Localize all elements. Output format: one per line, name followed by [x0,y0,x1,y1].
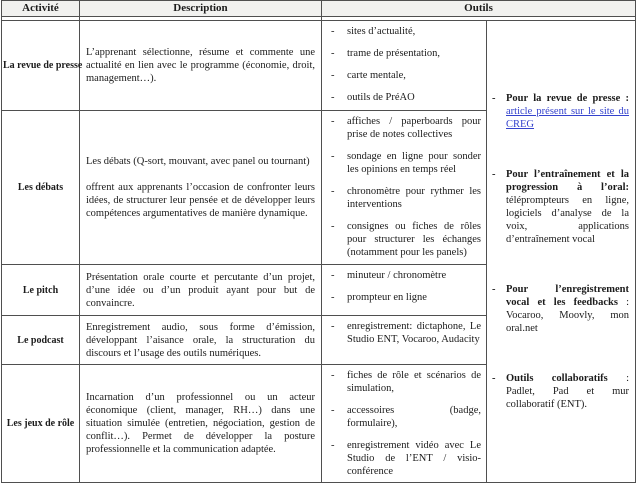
tool-item: - fiches de rôle et scénarios de simulation, [322,369,481,395]
tool-item: - minuteur / chronomètre [322,269,481,282]
note-label: Pour la revue de presse : [506,93,630,104]
activity-jeux-de-role: Les jeux de rôle [2,365,80,483]
description-text: Enregistrement audio, sous forme d’émission, développant l’aisance orale, la structuration du discours et l’usage des outils numériques. [86,321,315,359]
header-activity: Activité [2,1,80,17]
tools-cell [322,265,487,316]
description-text: L’apprenant sélectionne, résume et commente une actualité en lien avec le programme (économie, droit, management…). [86,47,315,84]
note-text: : Vocaroo, Moovly, mon oral.net [506,297,630,334]
tool-item: - chronomètre pour rythmer les interventions [322,185,481,211]
description-text: offrent aux apprenants l’occasion de confronter leurs idées, de structurer leur pensée et de développer leurs compétences argumentatives de manière dynamique. [86,182,315,219]
description-cell [80,316,322,365]
tool-item: - accessoires (badge, formulaire), [322,404,481,430]
note-item [487,283,629,335]
note-item [487,372,629,411]
tool-item: - carte mentale, [322,69,481,82]
tool-item: - sites d’actualité, [322,25,481,38]
note-label: Pour l’enregistrement vocal et les feedbacks [506,284,630,308]
tool-item: - sondage en ligne pour sonder les opinions en temps réel [322,150,481,176]
notes-list [487,92,629,411]
description-cell [80,21,322,111]
description-text: Les débats (Q-sort, mouvant, avec panel ou tournant) [86,156,310,167]
tools-notes-cell [487,21,636,483]
tool-item: - outils de PréAO [322,91,481,104]
note-label: Pour l’entraînement et la progression à l’oral: [506,169,630,193]
table-row [2,21,636,111]
tools-cell [322,21,487,111]
note-item [487,168,629,246]
tools-cell [322,316,487,365]
activity-podcast: Le podcast [2,316,80,365]
tool-item: - prompteur en ligne [322,291,481,304]
header-row [2,1,636,17]
tool-item: - affiches / paperboards pour prise de notes collectives [322,115,481,141]
tool-item: - trame de présentation, [322,47,481,60]
creg-article-link[interactable]: article présent sur le site du CREG [506,106,630,130]
header-description: Description [80,1,322,17]
tool-item: - enregistrement vidéo avec Le Studio de l’ENT / visio-conférence [322,439,481,478]
note-label: Outils collaboratifs [506,373,608,384]
activity-revue-de-presse: La revue de presse [2,21,80,111]
note-text: téléprompteurs en ligne, logiciels d’analyse de la voix, applications d’entraînement vocal [506,195,630,245]
tool-item: - enregistrement: dictaphone, Le Studio ENT, Vocaroo, Audacity [322,320,481,346]
tool-item: - consignes ou fiches de rôles pour structurer les échanges (notamment pour les panels) [322,220,481,259]
tools-cell [322,111,487,265]
description-text: Présentation orale courte et percutante d’un projet, d’une idée ou d’un produit ayant pour but de convaincre. [86,271,315,309]
description-cell [80,265,322,316]
description-text: Incarnation d’un professionnel ou un acteur économique (client, manager, RH…) dans une situation simulée (entretien, négociation, gestion de conflit…). Permet de développer la posture professionnelle et la communication adaptée. [86,392,315,455]
note-text: : Padlet, Pad et mur collaboratif (ENT). [506,373,630,410]
activity-pitch: Le pitch [2,265,80,316]
tools-cell [322,365,487,483]
header-tools: Outils [322,1,636,17]
activities-table [1,0,636,483]
activity-debats: Les débats [2,111,80,265]
description-cell [80,365,322,483]
description-cell [80,111,322,265]
note-item [487,92,629,131]
